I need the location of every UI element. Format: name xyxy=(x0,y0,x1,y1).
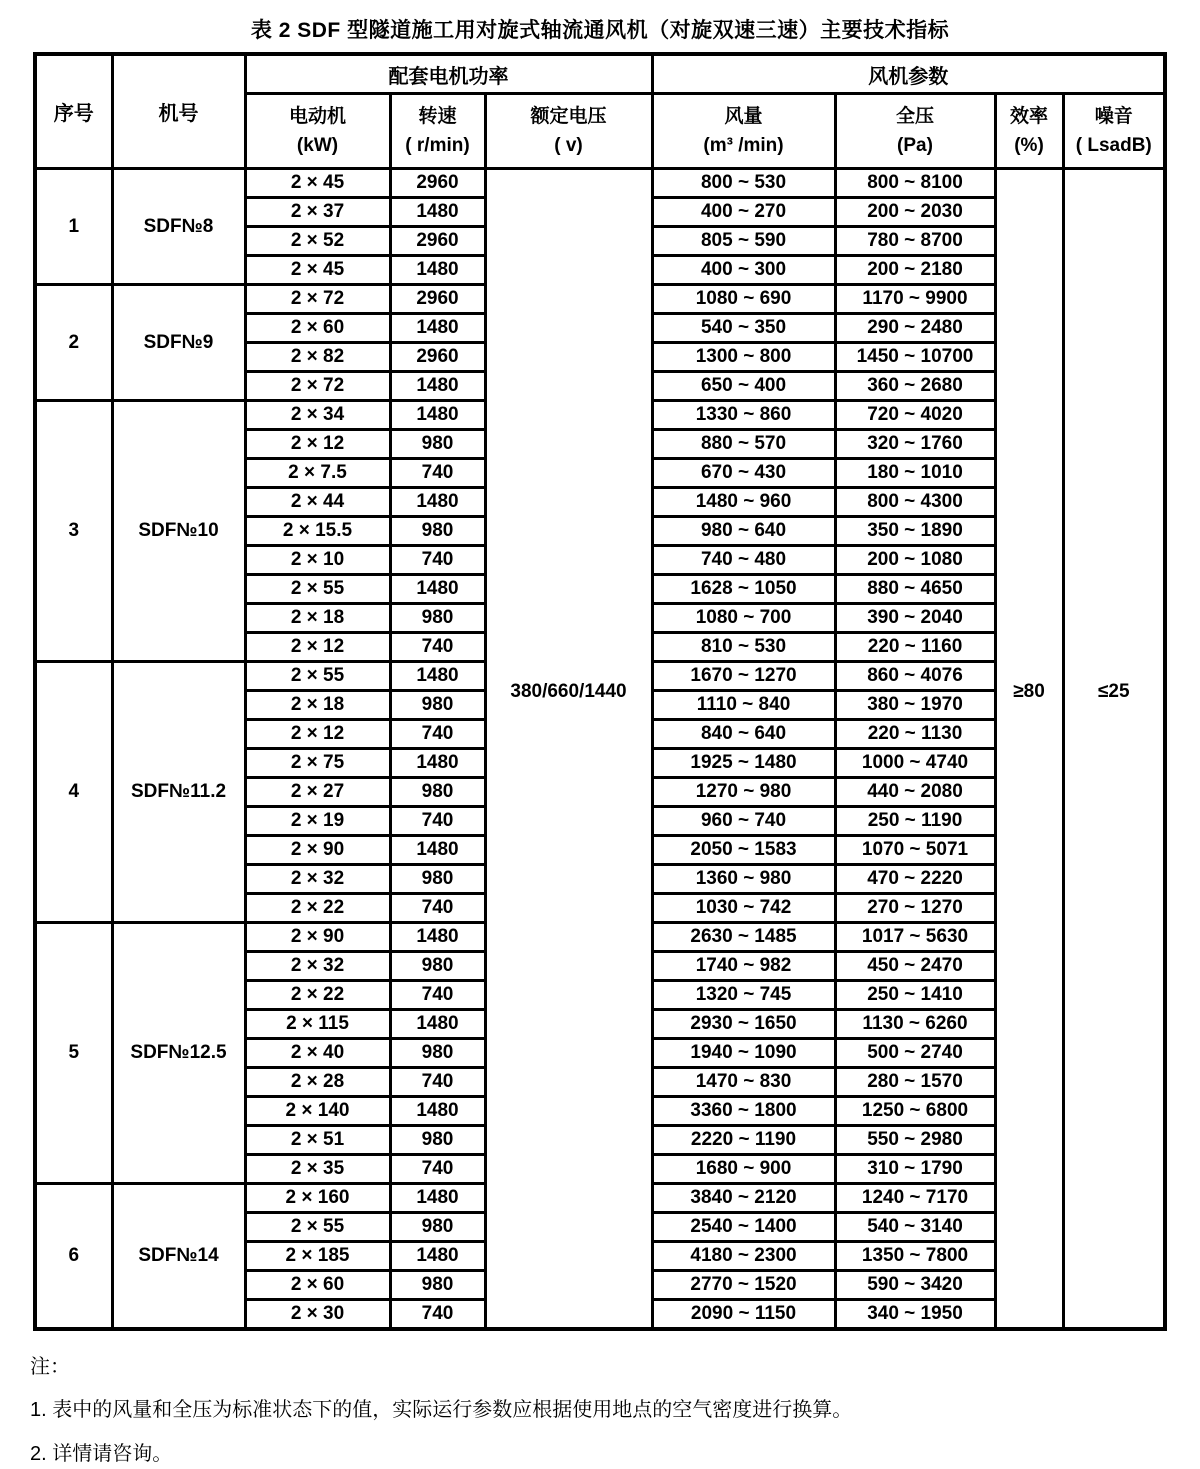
header-pressure xyxy=(835,94,995,169)
pressure-cell: 280 ~ 1570 xyxy=(835,1068,995,1097)
pressure-cell: 200 ~ 2180 xyxy=(835,256,995,285)
motor-power-cell: 2 × 22 xyxy=(245,981,390,1010)
flow-cell: 1330 ~ 860 xyxy=(652,401,835,430)
motor-power-cell: 2 × 52 xyxy=(245,227,390,256)
speed-cell: 2960 xyxy=(390,285,485,314)
pressure-cell: 440 ~ 2080 xyxy=(835,778,995,807)
motor-power-cell: 2 × 44 xyxy=(245,488,390,517)
flow-cell: 3840 ~ 2120 xyxy=(652,1184,835,1213)
speed-cell: 1480 xyxy=(390,1010,485,1039)
pressure-cell: 250 ~ 1410 xyxy=(835,981,995,1010)
flow-cell: 400 ~ 270 xyxy=(652,198,835,227)
pressure-cell: 540 ~ 3140 xyxy=(835,1213,995,1242)
pressure-cell: 200 ~ 2030 xyxy=(835,198,995,227)
motor-power-cell: 2 × 55 xyxy=(245,575,390,604)
motor-power-cell: 2 × 82 xyxy=(245,343,390,372)
pressure-cell: 1017 ~ 5630 xyxy=(835,923,995,952)
speed-cell: 2960 xyxy=(390,227,485,256)
flow-cell: 980 ~ 640 xyxy=(652,517,835,546)
flow-cell: 650 ~ 400 xyxy=(652,372,835,401)
table-title: 表 2 SDF 型隧道施工用对旋式轴流通风机（对旋双速三速）主要技术指标 xyxy=(250,19,950,42)
header-motor-power-unit: (kW) xyxy=(296,135,339,156)
motor-power-cell: 2 × 34 xyxy=(245,401,390,430)
pressure-cell: 1130 ~ 6260 xyxy=(835,1010,995,1039)
speed-cell: 1480 xyxy=(390,1242,485,1271)
header-voltage-unit: ( v) xyxy=(554,135,583,156)
pressure-cell: 360 ~ 2680 xyxy=(835,372,995,401)
flow-cell: 1940 ~ 1090 xyxy=(652,1039,835,1068)
flow-cell: 1470 ~ 830 xyxy=(652,1068,835,1097)
header-noise-unit: ( LsadB) xyxy=(1075,135,1152,156)
header-fan-group: 风机参数 xyxy=(652,54,1165,94)
header-motor-group: 配套电机功率 xyxy=(245,54,652,94)
motor-power-cell: 2 × 15.5 xyxy=(245,517,390,546)
motor-power-cell: 2 × 19 xyxy=(245,807,390,836)
speed-cell: 1480 xyxy=(390,256,485,285)
serial-cell: 3 xyxy=(35,401,112,662)
speed-cell: 1480 xyxy=(390,198,485,227)
motor-power-cell: 2 × 12 xyxy=(245,633,390,662)
pressure-cell: 340 ~ 1950 xyxy=(835,1300,995,1330)
flow-cell: 1740 ~ 982 xyxy=(652,952,835,981)
speed-cell: 740 xyxy=(390,894,485,923)
efficiency-cell xyxy=(995,169,1063,1330)
flow-cell: 2630 ~ 1485 xyxy=(652,923,835,952)
motor-power-cell: 2 × 51 xyxy=(245,1126,390,1155)
speed-cell: 980 xyxy=(390,1126,485,1155)
serial-cell: 2 xyxy=(35,285,112,401)
serial-cell: 1 xyxy=(35,169,112,285)
pressure-cell: 220 ~ 1160 xyxy=(835,633,995,662)
pressure-cell: 880 ~ 4650 xyxy=(835,575,995,604)
flow-cell: 1628 ~ 1050 xyxy=(652,575,835,604)
speed-cell: 980 xyxy=(390,517,485,546)
flow-cell: 1925 ~ 1480 xyxy=(652,749,835,778)
speed-cell: 740 xyxy=(390,633,485,662)
header-pressure-unit: (Pa) xyxy=(897,135,933,156)
pressure-cell: 1350 ~ 7800 xyxy=(835,1242,995,1271)
speed-cell: 740 xyxy=(390,807,485,836)
spec-table xyxy=(33,52,1167,1331)
speed-cell: 740 xyxy=(390,546,485,575)
flow-cell: 2050 ~ 1583 xyxy=(652,836,835,865)
motor-power-cell: 2 × 18 xyxy=(245,604,390,633)
header-serial: 序号 xyxy=(35,54,112,169)
pressure-cell: 1450 ~ 10700 xyxy=(835,343,995,372)
motor-power-cell: 2 × 12 xyxy=(245,430,390,459)
motor-power-cell: 2 × 32 xyxy=(245,952,390,981)
flow-cell: 960 ~ 740 xyxy=(652,807,835,836)
flow-cell: 840 ~ 640 xyxy=(652,720,835,749)
flow-cell: 1270 ~ 980 xyxy=(652,778,835,807)
serial-cell: 4 xyxy=(35,662,112,923)
flow-cell: 810 ~ 530 xyxy=(652,633,835,662)
motor-power-cell: 2 × 90 xyxy=(245,923,390,952)
motor-power-cell: 2 × 12 xyxy=(245,720,390,749)
speed-cell: 980 xyxy=(390,952,485,981)
serial-cell: 6 xyxy=(35,1184,112,1330)
table-row xyxy=(35,169,1165,198)
speed-cell: 980 xyxy=(390,1213,485,1242)
flow-cell: 805 ~ 590 xyxy=(652,227,835,256)
motor-power-cell: 2 × 35 xyxy=(245,1155,390,1184)
motor-power-cell: 2 × 40 xyxy=(245,1039,390,1068)
pressure-cell: 290 ~ 2480 xyxy=(835,314,995,343)
speed-cell: 980 xyxy=(390,1271,485,1300)
header-speed-unit: ( r/min) xyxy=(405,135,470,156)
pressure-cell: 350 ~ 1890 xyxy=(835,517,995,546)
model-cell: SDF№9 xyxy=(112,285,245,401)
pressure-cell: 800 ~ 8100 xyxy=(835,169,995,198)
flow-cell: 1080 ~ 700 xyxy=(652,604,835,633)
flow-cell: 670 ~ 430 xyxy=(652,459,835,488)
flow-cell: 1030 ~ 742 xyxy=(652,894,835,923)
motor-power-cell: 2 × 185 xyxy=(245,1242,390,1271)
flow-cell: 2090 ~ 1150 xyxy=(652,1300,835,1330)
flow-cell: 1680 ~ 900 xyxy=(652,1155,835,1184)
speed-cell: 740 xyxy=(390,720,485,749)
pressure-cell: 200 ~ 1080 xyxy=(835,546,995,575)
motor-power-cell: 2 × 37 xyxy=(245,198,390,227)
header-pressure-label: 全压 xyxy=(895,105,934,127)
motor-power-cell: 2 × 60 xyxy=(245,314,390,343)
speed-cell: 980 xyxy=(390,865,485,894)
motor-power-cell: 2 × 75 xyxy=(245,749,390,778)
pressure-cell: 250 ~ 1190 xyxy=(835,807,995,836)
voltage-cell-value: 380/660/1440 xyxy=(510,680,627,702)
flow-cell: 1080 ~ 690 xyxy=(652,285,835,314)
flow-cell: 2930 ~ 1650 xyxy=(652,1010,835,1039)
speed-cell: 980 xyxy=(390,1039,485,1068)
motor-power-cell: 2 × 55 xyxy=(245,1213,390,1242)
note-line-1: 1. 表中的风量和全压为标准状态下的值，实际运行参数应根据使用地点的空气密度进行换算。 xyxy=(30,1399,853,1421)
speed-cell: 740 xyxy=(390,1300,485,1330)
flow-cell: 740 ~ 480 xyxy=(652,546,835,575)
serial-cell: 5 xyxy=(35,923,112,1184)
pressure-cell: 860 ~ 4076 xyxy=(835,662,995,691)
header-voltage-label: 额定电压 xyxy=(530,105,607,127)
speed-cell: 1480 xyxy=(390,836,485,865)
flow-cell: 2770 ~ 1520 xyxy=(652,1271,835,1300)
flow-cell: 1320 ~ 745 xyxy=(652,981,835,1010)
flow-cell: 4180 ~ 2300 xyxy=(652,1242,835,1271)
spec-table-header xyxy=(35,54,1165,169)
header-efficiency-label: 效率 xyxy=(1009,105,1048,127)
motor-power-cell: 2 × 72 xyxy=(245,372,390,401)
pressure-cell: 220 ~ 1130 xyxy=(835,720,995,749)
header-flow-unit: (m³ /min) xyxy=(703,135,784,156)
model-cell: SDF№14 xyxy=(112,1184,245,1330)
model-cell: SDF№12.5 xyxy=(112,923,245,1184)
header-flow xyxy=(652,94,835,169)
motor-power-cell: 2 × 72 xyxy=(245,285,390,314)
notes-section xyxy=(30,1355,1200,1467)
speed-cell: 740 xyxy=(390,459,485,488)
model-cell: SDF№11.2 xyxy=(112,662,245,923)
speed-cell: 980 xyxy=(390,691,485,720)
motor-power-cell: 2 × 10 xyxy=(245,546,390,575)
header-model: 机号 xyxy=(112,54,245,169)
pressure-cell: 270 ~ 1270 xyxy=(835,894,995,923)
flow-cell: 400 ~ 300 xyxy=(652,256,835,285)
speed-cell: 1480 xyxy=(390,1097,485,1126)
speed-cell: 1480 xyxy=(390,401,485,430)
pressure-cell: 780 ~ 8700 xyxy=(835,227,995,256)
note-line-2: 2. 详情请咨询。 xyxy=(30,1443,173,1465)
flow-cell: 540 ~ 350 xyxy=(652,314,835,343)
flow-cell: 1670 ~ 1270 xyxy=(652,662,835,691)
motor-power-cell: 2 × 115 xyxy=(245,1010,390,1039)
pressure-cell: 390 ~ 2040 xyxy=(835,604,995,633)
motor-power-cell: 2 × 32 xyxy=(245,865,390,894)
flow-cell: 1360 ~ 980 xyxy=(652,865,835,894)
flow-cell: 1300 ~ 800 xyxy=(652,343,835,372)
noise-cell xyxy=(1063,169,1165,1330)
speed-cell: 1480 xyxy=(390,749,485,778)
flow-cell: 880 ~ 570 xyxy=(652,430,835,459)
flow-cell: 3360 ~ 1800 xyxy=(652,1097,835,1126)
speed-cell: 1480 xyxy=(390,1184,485,1213)
header-motor-power-label: 电动机 xyxy=(288,105,346,127)
speed-cell: 740 xyxy=(390,1155,485,1184)
model-cell: SDF№10 xyxy=(112,401,245,662)
pressure-cell: 500 ~ 2740 xyxy=(835,1039,995,1068)
motor-power-cell: 2 × 90 xyxy=(245,836,390,865)
pressure-cell: 720 ~ 4020 xyxy=(835,401,995,430)
notes-label: 注： xyxy=(30,1356,70,1378)
speed-cell: 980 xyxy=(390,430,485,459)
flow-cell: 800 ~ 530 xyxy=(652,169,835,198)
pressure-cell: 1240 ~ 7170 xyxy=(835,1184,995,1213)
pressure-cell: 590 ~ 3420 xyxy=(835,1271,995,1300)
pressure-cell: 310 ~ 1790 xyxy=(835,1155,995,1184)
motor-power-cell: 2 × 60 xyxy=(245,1271,390,1300)
pressure-cell: 470 ~ 2220 xyxy=(835,865,995,894)
pressure-cell: 320 ~ 1760 xyxy=(835,430,995,459)
header-efficiency-unit: (%) xyxy=(1014,135,1044,156)
pressure-cell: 800 ~ 4300 xyxy=(835,488,995,517)
header-noise xyxy=(1063,94,1165,169)
pressure-cell: 1000 ~ 4740 xyxy=(835,749,995,778)
flow-cell: 2220 ~ 1190 xyxy=(652,1126,835,1155)
speed-cell: 1480 xyxy=(390,372,485,401)
motor-power-cell: 2 × 55 xyxy=(245,662,390,691)
speed-cell: 1480 xyxy=(390,488,485,517)
header-flow-label: 风量 xyxy=(724,105,763,127)
speed-cell: 980 xyxy=(390,604,485,633)
header-efficiency xyxy=(995,94,1063,169)
pressure-cell: 180 ~ 1010 xyxy=(835,459,995,488)
motor-power-cell: 2 × 45 xyxy=(245,169,390,198)
flow-cell: 1480 ~ 960 xyxy=(652,488,835,517)
motor-power-cell: 2 × 140 xyxy=(245,1097,390,1126)
pressure-cell: 1070 ~ 5071 xyxy=(835,836,995,865)
pressure-cell: 1170 ~ 9900 xyxy=(835,285,995,314)
header-noise-label: 噪音 xyxy=(1094,105,1133,127)
motor-power-cell: 2 × 30 xyxy=(245,1300,390,1330)
spec-table-body xyxy=(35,169,1165,1330)
model-cell: SDF№8 xyxy=(112,169,245,285)
motor-power-cell: 2 × 7.5 xyxy=(245,459,390,488)
speed-cell: 740 xyxy=(390,1068,485,1097)
motor-power-cell: 2 × 27 xyxy=(245,778,390,807)
motor-power-cell: 2 × 18 xyxy=(245,691,390,720)
flow-cell: 1110 ~ 840 xyxy=(652,691,835,720)
pressure-cell: 550 ~ 2980 xyxy=(835,1126,995,1155)
speed-cell: 2960 xyxy=(390,343,485,372)
speed-cell: 1480 xyxy=(390,314,485,343)
speed-cell: 1480 xyxy=(390,575,485,604)
motor-power-cell: 2 × 160 xyxy=(245,1184,390,1213)
pressure-cell: 380 ~ 1970 xyxy=(835,691,995,720)
speed-cell: 2960 xyxy=(390,169,485,198)
pressure-cell: 450 ~ 2470 xyxy=(835,952,995,981)
header-speed xyxy=(390,94,485,169)
speed-cell: 980 xyxy=(390,778,485,807)
speed-cell: 1480 xyxy=(390,923,485,952)
flow-cell: 2540 ~ 1400 xyxy=(652,1213,835,1242)
header-speed-label: 转速 xyxy=(418,105,457,127)
header-motor-power xyxy=(245,94,390,169)
speed-cell: 1480 xyxy=(390,662,485,691)
motor-power-cell: 2 × 45 xyxy=(245,256,390,285)
header-voltage xyxy=(485,94,652,169)
efficiency-cell-value: ≥80 xyxy=(1013,680,1045,702)
header-row-groups xyxy=(35,54,1165,94)
pressure-cell: 1250 ~ 6800 xyxy=(835,1097,995,1126)
motor-power-cell: 2 × 28 xyxy=(245,1068,390,1097)
noise-cell-value: ≤25 xyxy=(1097,680,1130,702)
motor-power-cell: 2 × 22 xyxy=(245,894,390,923)
voltage-cell xyxy=(485,169,652,1330)
speed-cell: 740 xyxy=(390,981,485,1010)
